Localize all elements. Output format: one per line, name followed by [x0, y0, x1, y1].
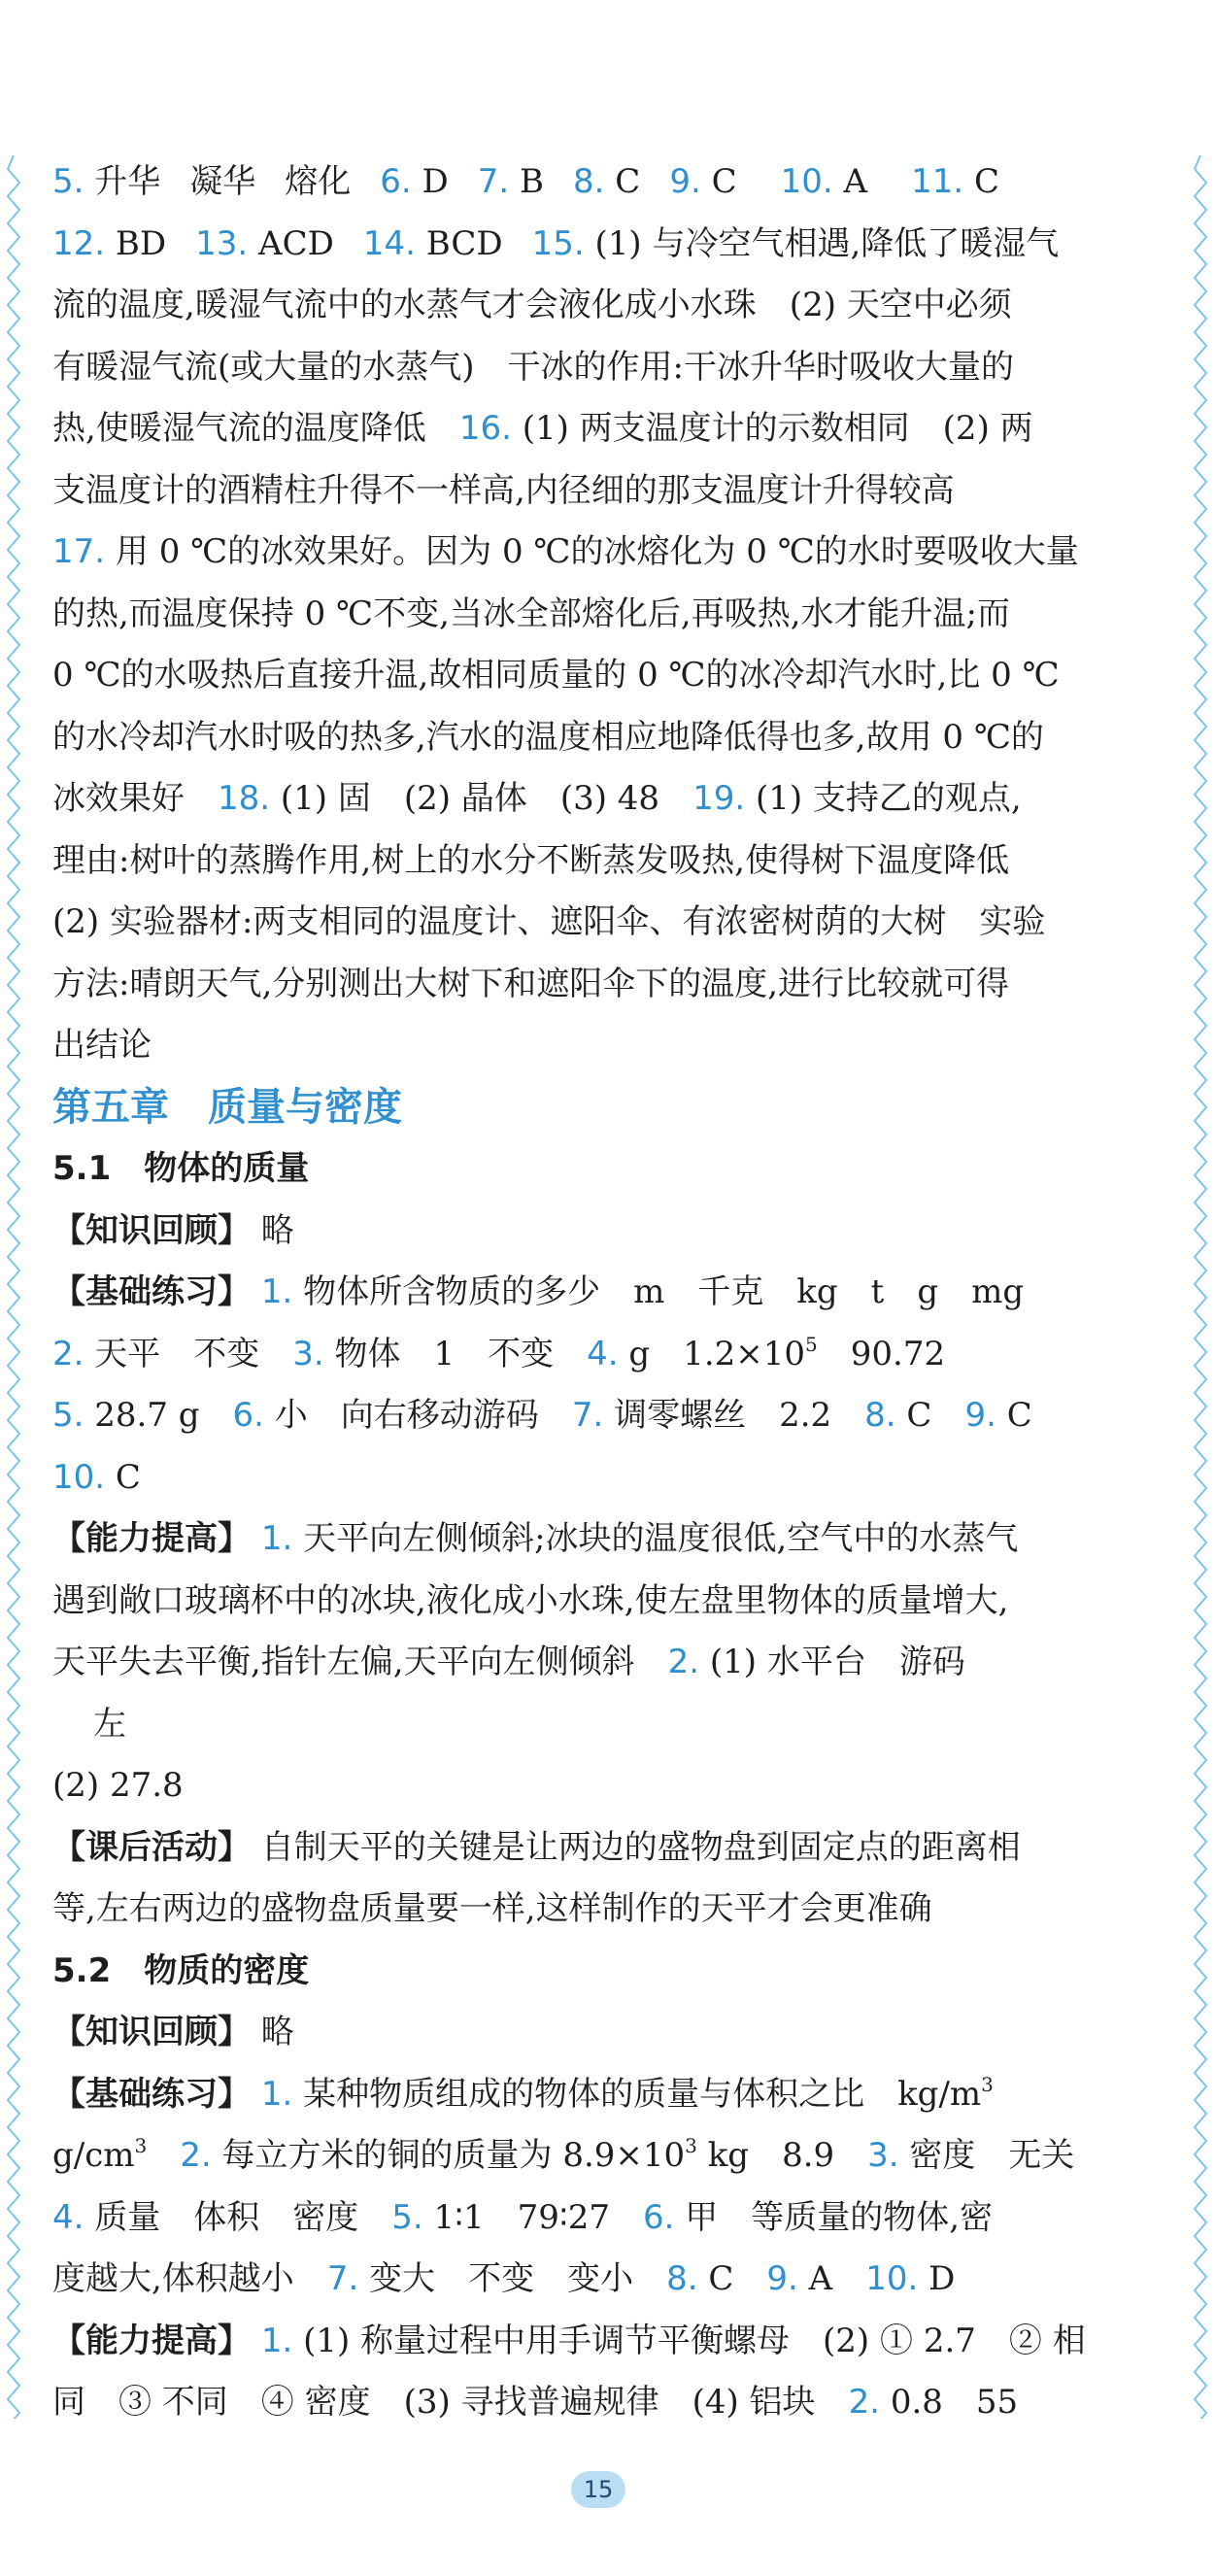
answer-text: 天平 不变 [84, 1334, 293, 1373]
answer-text: 热,使暖湿气流的温度降低 [52, 409, 459, 448]
question-number: 4. [52, 2197, 84, 2237]
answer-text: 变大 不变 变小 [358, 2259, 667, 2298]
answer-text: 小 向右移动游码 [264, 1396, 572, 1435]
text-line [52, 398, 1169, 460]
answer-text: 密度 无关 [898, 2136, 1075, 2175]
text-line [52, 460, 1169, 523]
answer-text: 有暖湿气流(或大量的水蒸气) 干冰的作用:干冰升华时吸收大量的 [52, 347, 1014, 387]
text-line [52, 1077, 1169, 1139]
answer-text: C [996, 1396, 1032, 1435]
text-line [52, 1447, 1169, 1509]
question-number: 7. [571, 1396, 604, 1435]
text-line [52, 1508, 1169, 1571]
answer-text: 1∶1 79∶27 [422, 2197, 644, 2237]
answer-text: 天平失去平衡,指针左偏,天平向左侧倾斜 [52, 1643, 668, 1681]
answer-text: (2) 实验器材:两支相同的温度计、遮阳伞、有浓密树荫的大树 实验 [52, 902, 1046, 941]
answer-text: 度越大,体积越小 [52, 2259, 327, 2298]
text-line [52, 707, 1169, 769]
answer-text: (1) 与冷空气相遇,降低了暖湿气 [584, 223, 1060, 263]
text-line [52, 1015, 1169, 1077]
question-number: 13. [195, 223, 249, 263]
answer-text [251, 2322, 261, 2360]
answer-text: C [105, 1457, 141, 1497]
text-line [52, 1694, 1169, 1756]
answer-text: 0.8 55 [880, 2383, 1019, 2422]
question-number: 6. [232, 1396, 264, 1435]
text-line [52, 337, 1169, 399]
answer-text: 凝华 [189, 162, 256, 201]
section-title: 5.1 物体的质量 [52, 1149, 310, 1188]
section-tag: 【知识回顾】 [52, 1210, 251, 1250]
answer-text: 理由:树叶的蒸腾作用,树上的水分不断蒸发吸热,使得树下温度降低 [52, 840, 1010, 880]
question-number: 2. [52, 1334, 84, 1373]
answer-text: 天平向左侧倾斜;冰块的温度很低,空气中的水蒸气 [292, 1519, 1019, 1558]
question-number: 18. [218, 779, 271, 818]
superscript: 3 [685, 2134, 697, 2157]
answer-text: 遇到敞口玻璃杯中的冰块,液化成小水珠,使左盘里物体的质量增大, [52, 1580, 1009, 1620]
question-number: 10. [52, 1457, 106, 1497]
answer-text: C [963, 162, 999, 201]
right-decorative-border [1193, 155, 1208, 2419]
answer-text: 自制天平的关键是让两边的盛物盘到固定点的距离相 [251, 1827, 1021, 1867]
text-line [52, 2372, 1169, 2434]
answer-text: BCD [415, 223, 503, 263]
section-title: 5.2 物质的密度 [52, 1950, 310, 1990]
answer-text: 物体 1 不变 [323, 1334, 588, 1373]
question-number: 1. [260, 2321, 293, 2360]
answer-text: (1) 支持乙的观点, [745, 779, 1022, 818]
text-line [52, 768, 1169, 830]
answer-text: 28.7 g [84, 1396, 233, 1435]
answer-text: 略 [251, 1210, 294, 1250]
answer-text: g 1.2×10 [618, 1334, 806, 1373]
answer-text: 左 [93, 1704, 126, 1744]
answer-text: 某种物质组成的物体的质量与体积之比 kg/m [292, 2074, 982, 2114]
answer-text: 每立方米的铜的质量为 8.9×10 [211, 2136, 686, 2175]
question-number: 17. [52, 532, 106, 571]
text-line [52, 2187, 1169, 2250]
answer-text: (1) 称量过程中用手调节平衡螺母 (2) ① 2.7 ② 相 [292, 2321, 1086, 2360]
text-line [52, 954, 1169, 1016]
answer-text: C [895, 1396, 965, 1435]
question-number: 10. [865, 2259, 919, 2298]
text-line [52, 152, 1169, 214]
text-line [52, 1138, 1169, 1201]
text-line [52, 1324, 1169, 1386]
superscript: 3 [134, 2134, 148, 2157]
question-number: 9. [766, 2259, 798, 2298]
answer-text: 升华 [84, 162, 161, 201]
text-line [52, 1262, 1169, 1324]
text-line [52, 2064, 1169, 2126]
answer-text: A [832, 162, 868, 201]
answer-text: 同 ③ 不同 ④ 密度 (3) 寻找普遍规律 (4) 铝块 [52, 2383, 849, 2422]
text-line [52, 214, 1169, 276]
question-number: 8. [864, 1396, 896, 1435]
answer-text: D [411, 162, 449, 201]
text-line [52, 1571, 1169, 1633]
question-number: 3. [867, 2136, 899, 2175]
text-line [52, 2249, 1169, 2311]
answer-text: A [797, 2259, 866, 2298]
text-line [52, 2125, 1169, 2187]
question-number: 14. [362, 223, 416, 263]
answer-text: BD [105, 223, 167, 263]
answer-text: C [700, 162, 737, 201]
answer-text: C [604, 162, 641, 201]
section-tag: 【课后活动】 [52, 1827, 251, 1867]
answer-text: (1) 固 (2) 晶体 (3) 48 [270, 779, 693, 818]
section-tag: 【基础练习】 [52, 1272, 251, 1311]
superscript: 5 [805, 1332, 818, 1356]
question-number: 7. [326, 2259, 359, 2298]
question-number: 15. [531, 223, 585, 263]
text-line [52, 892, 1169, 954]
answer-text: 0 ℃的水吸热后直接升温,故相同质量的 0 ℃的冰冷却汽水时,比 0 ℃ [52, 656, 1060, 695]
text-line [52, 584, 1169, 646]
question-number: 2. [667, 1643, 700, 1681]
question-number: 6. [643, 2197, 675, 2237]
answer-text: 冰效果好 [52, 779, 218, 818]
answer-text [251, 1519, 261, 1558]
question-number: 1. [260, 2074, 293, 2114]
answer-text: C [697, 2259, 767, 2298]
text-line [52, 1941, 1169, 2003]
text-line [52, 1817, 1169, 1880]
answer-text: 熔化 [285, 162, 352, 201]
text-line [52, 830, 1169, 893]
answer-text: 用 0 ℃的冰效果好。因为 0 ℃的冰熔化为 0 ℃的水时要吸收大量 [105, 532, 1079, 571]
answer-page [52, 152, 1169, 2434]
answer-text: D [918, 2259, 956, 2298]
answer-text: 的水冷却汽水时吸的热多,汽水的温度相应地降低得也多,故用 0 ℃的 [52, 717, 1044, 757]
question-number: 8. [573, 162, 605, 201]
question-number: 5. [391, 2197, 423, 2237]
question-number: 19. [692, 779, 746, 818]
answer-text [147, 2136, 180, 2175]
answer-text [251, 1272, 261, 1311]
answer-text: 等,左右两边的盛物盘质量要一样,这样制作的天平才会更准确 [52, 1889, 932, 1928]
question-number: 4. [587, 1334, 619, 1373]
answer-text: 流的温度,暖湿气流中的水蒸气才会液化成小水珠 (2) 天空中必须 [52, 286, 1012, 324]
text-line [52, 1201, 1169, 1263]
section-tag: 【知识回顾】 [52, 2013, 251, 2051]
question-number: 16. [458, 409, 512, 448]
question-number: 1. [260, 1272, 293, 1311]
question-number: 12. [52, 223, 106, 263]
answer-text: 物体所含物质的多少 m 千克 kg t g mg [292, 1272, 1025, 1311]
question-number: 7. [477, 162, 510, 201]
answer-text: 甲 等质量的物体,密 [674, 2197, 994, 2237]
question-number: 10. [780, 162, 833, 201]
superscript: 3 [981, 2072, 994, 2096]
answer-text: 出结论 [52, 1026, 152, 1065]
answer-text [251, 2075, 261, 2114]
answer-text: B [509, 162, 545, 201]
question-number: 8. [666, 2259, 698, 2298]
question-number: 3. [292, 1334, 324, 1373]
question-number: 5. [52, 162, 84, 201]
answer-text: 略 [251, 2013, 294, 2051]
question-number: 9. [669, 162, 701, 201]
text-line [52, 1879, 1169, 1941]
text-line [52, 1632, 1169, 1694]
text-line [52, 645, 1169, 707]
answer-text: g/cm [52, 2136, 135, 2175]
answer-text: 质量 体积 密度 [84, 2197, 392, 2237]
question-number: 1. [260, 1519, 293, 1558]
answer-text: (1) 两支温度计的示数相同 (2) 两 [511, 409, 1033, 448]
section-tag: 【基础练习】 [52, 2074, 251, 2114]
answer-text: 90.72 [817, 1334, 946, 1373]
answer-text: 的热,而温度保持 0 ℃不变,当冰全部熔化后,再吸热,水才能升温;而 [52, 593, 1010, 633]
answer-text: 支温度计的酒精柱升得不一样高,内径细的那支温度计升得较高 [52, 470, 955, 510]
answer-text: kg 8.9 [696, 2136, 868, 2175]
question-number: 5. [52, 1396, 84, 1435]
text-line [52, 2311, 1169, 2373]
answer-text: (2) 27.8 [52, 1766, 184, 1805]
text-line [52, 275, 1169, 337]
text-line [52, 1385, 1169, 1447]
left-decorative-border [6, 155, 21, 2419]
section-tag: 【能力提高】 [52, 2321, 251, 2360]
answer-text: (1) 水平台 游码 [699, 1643, 965, 1681]
question-number: 6. [380, 162, 412, 201]
text-line [52, 1755, 1169, 1817]
page-number-badge: 15 [571, 2471, 625, 2508]
answer-text: 调零螺丝 2.2 [603, 1396, 865, 1435]
text-line [52, 2002, 1169, 2064]
text-line [52, 522, 1169, 584]
answer-text: ACD [248, 223, 334, 263]
question-number: 2. [180, 2136, 212, 2175]
chapter-title: 第五章 质量与密度 [52, 1084, 402, 1130]
answer-text: 方法:晴朗天气,分别测出大树下和遮阳伞下的温度,进行比较就可得 [52, 964, 1010, 1003]
section-tag: 【能力提高】 [52, 1519, 251, 1558]
question-number: 2. [848, 2383, 881, 2422]
question-number: 9. [964, 1396, 996, 1435]
question-number: 11. [911, 162, 964, 201]
